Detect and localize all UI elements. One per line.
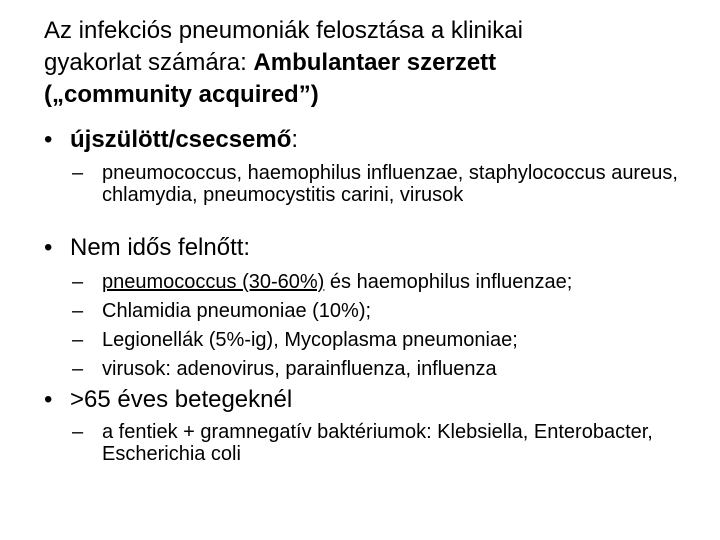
bullet-newborn: [44, 125, 298, 155]
sub-item-text: Legionellák (5%-ig), Mycoplasma pneumoniae;: [102, 329, 518, 351]
dash: –: [72, 162, 84, 184]
dash: –: [72, 300, 84, 322]
bullet-newborn-colon: :: [291, 126, 299, 153]
bullet-elderly-heading: >65 éves betegeknél: [70, 386, 293, 413]
title-line-2-bold: Ambulantaer szerzett: [253, 49, 497, 76]
title-line-3: („community acquired”): [44, 81, 319, 108]
sub-item-legionella: [72, 329, 682, 351]
dash: –: [72, 329, 84, 351]
sub-item-text: [102, 271, 682, 293]
bullet-elderly: [44, 385, 292, 415]
dash: –: [72, 358, 84, 380]
bullet-dot: •: [44, 386, 53, 413]
title-line-2-prefix: gyakorlat számára:: [44, 49, 254, 76]
sub-item-text: Chlamidia pneumoniae (10%);: [102, 300, 372, 322]
slide-title: [44, 15, 684, 111]
sub-item-rest: és haemophilus influenzae;: [324, 271, 573, 293]
bullet-dot: •: [44, 234, 53, 261]
dash: –: [72, 271, 84, 293]
sub-item-text: pneumococcus, haemophilus influenzae, staphylococcus aureus, chlamydia, pneumocystitis carini, virusok: [102, 162, 678, 206]
title-line-1: Az infekciós pneumoniák felosztása a klinikai: [44, 17, 523, 44]
sub-item-text: a fentiek + gramnegatív baktériumok: Klebsiella, Enterobacter, Escherichia coli: [102, 421, 653, 465]
underlined-pneumococcus: pneumococcus (30-60%): [102, 271, 325, 293]
dash: –: [72, 421, 84, 443]
bullet-dot: •: [44, 126, 53, 153]
bullet-adult-heading: Nem idős felnőtt:: [70, 234, 251, 261]
bullet-newborn-heading: újszülött/csecsemő: [70, 126, 292, 153]
sub-item-text: virusok: adenovirus, parainfluenza, influenza: [102, 358, 497, 380]
title-line-2: [44, 47, 684, 79]
sub-item-viruses: [72, 358, 682, 380]
bullet-adult: [44, 233, 250, 263]
sub-item-newborn-pathogens: [72, 162, 682, 206]
sub-item-chlamidia: [72, 300, 682, 322]
sub-item-elderly-pathogens: [72, 421, 682, 465]
sub-item-pneumococcus: [72, 271, 682, 293]
